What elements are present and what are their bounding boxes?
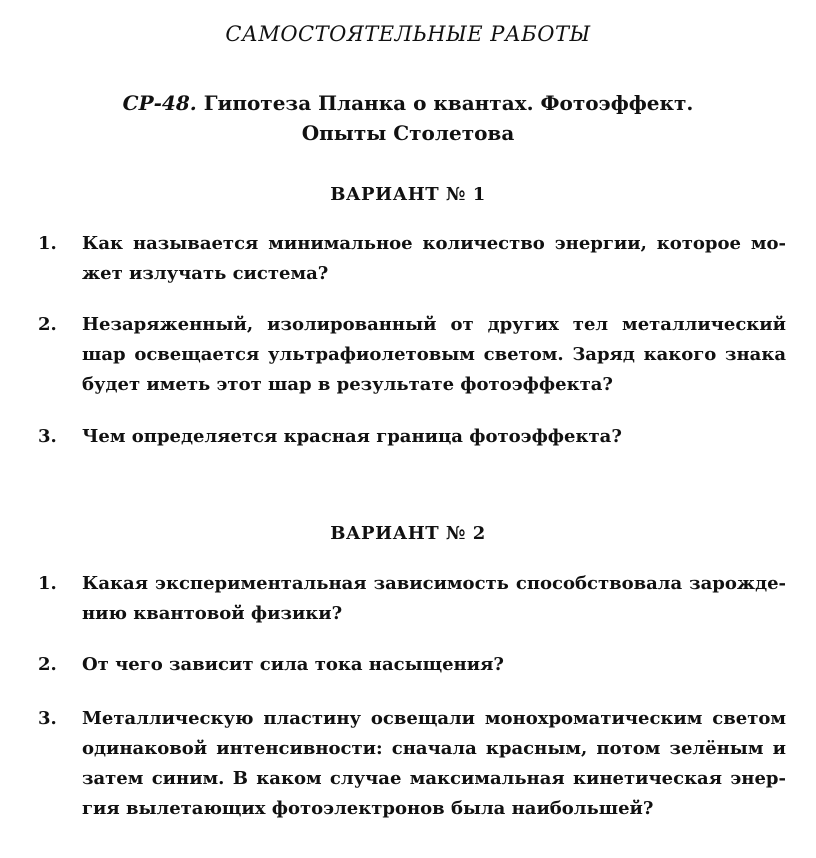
question-line: нию квантовой физики? <box>82 603 343 624</box>
question-text <box>82 704 786 824</box>
question-number: 1. <box>38 233 57 254</box>
question-line: Как называется минимальное количество энергии, которое мо- <box>82 233 786 254</box>
variant-1-question-3 <box>38 422 786 452</box>
question-text <box>82 650 786 680</box>
question-line: Незаряженный, изолированный от других тел металлический <box>82 314 786 335</box>
work-title-text: Гипотеза Планка о квантах. Фотоэффект. <box>203 91 694 115</box>
question-number: 3. <box>38 426 57 447</box>
work-title <box>0 88 816 148</box>
question-line: затем синим. В каком случае максимальная кинетическая энер- <box>82 768 786 789</box>
variant-2-question-2 <box>38 650 786 680</box>
work-title-line-1 <box>0 88 816 118</box>
section-header: САМОСТОЯТЕЛЬНЫЕ РАБОТЫ <box>225 22 591 46</box>
question-text <box>82 422 786 452</box>
variant-1-question-2 <box>38 310 786 400</box>
question-text <box>82 229 786 289</box>
question-number: 3. <box>38 708 57 729</box>
variant-1-question-1 <box>38 229 786 289</box>
question-line: шар освещается ультрафиолетовым светом. Заряд какого знака <box>82 344 786 365</box>
question-text <box>82 310 786 400</box>
work-title-line-2: Опыты Столетова <box>301 121 515 145</box>
question-line: Какая экспериментальная зависимость способствовала зарожде- <box>82 573 786 594</box>
question-line: будет иметь этот шар в результате фотоэффекта? <box>82 374 613 395</box>
work-code: СР-48. <box>122 91 197 115</box>
variant-2-heading: ВАРИАНТ № 2 <box>330 523 486 544</box>
question-text <box>82 569 786 629</box>
variant-2-question-3 <box>38 704 786 824</box>
question-line: жет излучать система? <box>82 263 329 284</box>
question-line: одинаковой интенсивности: сначала красным, потом зелёным и <box>82 738 786 759</box>
question-number: 2. <box>38 654 57 675</box>
question-line: гия вылетающих фотоэлектронов была наибольшей? <box>82 798 654 819</box>
question-line: Металлическую пластину освещали монохроматическим светом <box>82 708 786 729</box>
question-line: Чем определяется красная граница фотоэффекта? <box>82 426 622 447</box>
variant-1-heading: ВАРИАНТ № 1 <box>330 184 486 205</box>
question-number: 2. <box>38 314 57 335</box>
question-number: 1. <box>38 573 57 594</box>
question-line: От чего зависит сила тока насыщения? <box>82 654 504 675</box>
variant-2-question-1 <box>38 569 786 629</box>
